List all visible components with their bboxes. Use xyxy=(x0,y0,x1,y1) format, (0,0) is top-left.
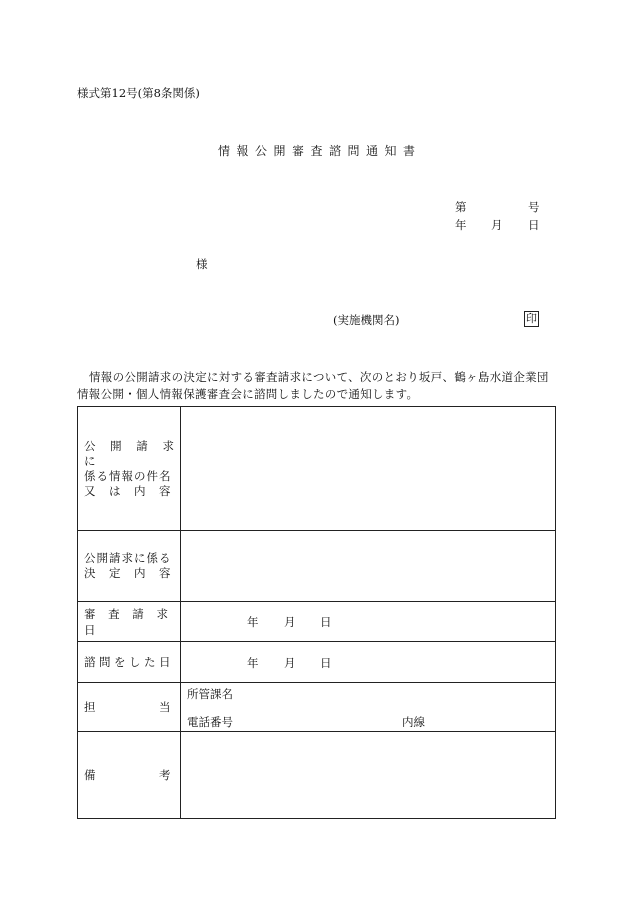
body-text-line2: 情報公開・個人情報保護審査会に諮問しましたので通知します。 xyxy=(77,387,419,401)
value-inquiry-date[interactable] xyxy=(181,642,556,683)
label-decision-line2: 決 定 内 容 xyxy=(84,566,172,580)
notice-form-table xyxy=(77,406,556,819)
label-remarks-text: 備 考 xyxy=(84,768,172,782)
contact-dept-label: 所管課名 xyxy=(187,687,233,701)
value-subject[interactable] xyxy=(181,407,556,531)
label-subject-line3: 又 は 内 容 xyxy=(84,483,172,498)
value-review-date[interactable] xyxy=(181,602,556,642)
contact-phone-label: 電話番号 xyxy=(187,715,233,729)
addressee-suffix: 様 xyxy=(196,257,208,271)
review-date-nen: 年 xyxy=(247,615,259,629)
table-row-review-date xyxy=(78,602,556,642)
label-inquiry-date-text: 諮問をした日 xyxy=(84,655,174,669)
table-row-subject xyxy=(78,407,556,531)
table-row-decision xyxy=(78,531,556,602)
seal-mark: 印 xyxy=(526,312,537,325)
date-tsuki: 月 xyxy=(491,218,503,232)
value-remarks[interactable] xyxy=(181,732,556,819)
review-date-hi: 日 xyxy=(320,615,332,629)
table-row-contact xyxy=(78,683,556,732)
inquiry-date-tsuki: 月 xyxy=(284,656,296,670)
label-review-date xyxy=(78,602,181,642)
label-contact-text: 担 当 xyxy=(84,700,172,714)
label-decision-line1: 公開請求に係る xyxy=(84,551,172,565)
label-inquiry-date xyxy=(78,642,181,683)
label-review-date-text: 審 査 請 求 日 xyxy=(84,606,173,637)
number-dai: 第 xyxy=(455,200,467,214)
number-go: 号 xyxy=(528,200,540,214)
label-subject-line1: 公 開 請 求 に xyxy=(84,438,180,468)
table-row-remarks xyxy=(78,732,556,819)
form-number: 様式第12号(第8条関係) xyxy=(77,86,200,100)
value-contact[interactable] xyxy=(181,683,556,732)
table-row-inquiry-date xyxy=(78,642,556,683)
contact-ext-label: 内線 xyxy=(402,715,425,729)
inquiry-date-hi: 日 xyxy=(320,656,332,670)
date-hi: 日 xyxy=(528,218,540,232)
date-nen: 年 xyxy=(455,218,467,232)
review-date-tsuki: 月 xyxy=(284,615,296,629)
label-contact xyxy=(78,683,181,732)
label-subject xyxy=(78,407,181,531)
inquiry-date-nen: 年 xyxy=(247,656,259,670)
value-decision[interactable] xyxy=(181,531,556,602)
document-title: 情報公開審査諮問通知書 xyxy=(218,144,422,158)
agency-name-label: (実施機関名) xyxy=(333,313,400,327)
label-remarks xyxy=(78,732,181,819)
body-text-line1: 情報の公開請求の決定に対する審査請求について、次のとおり坂戸、鶴ヶ島水道企業団 xyxy=(89,370,549,384)
label-decision xyxy=(78,531,181,602)
label-subject-line2: 係る情報の件名 xyxy=(84,468,172,483)
